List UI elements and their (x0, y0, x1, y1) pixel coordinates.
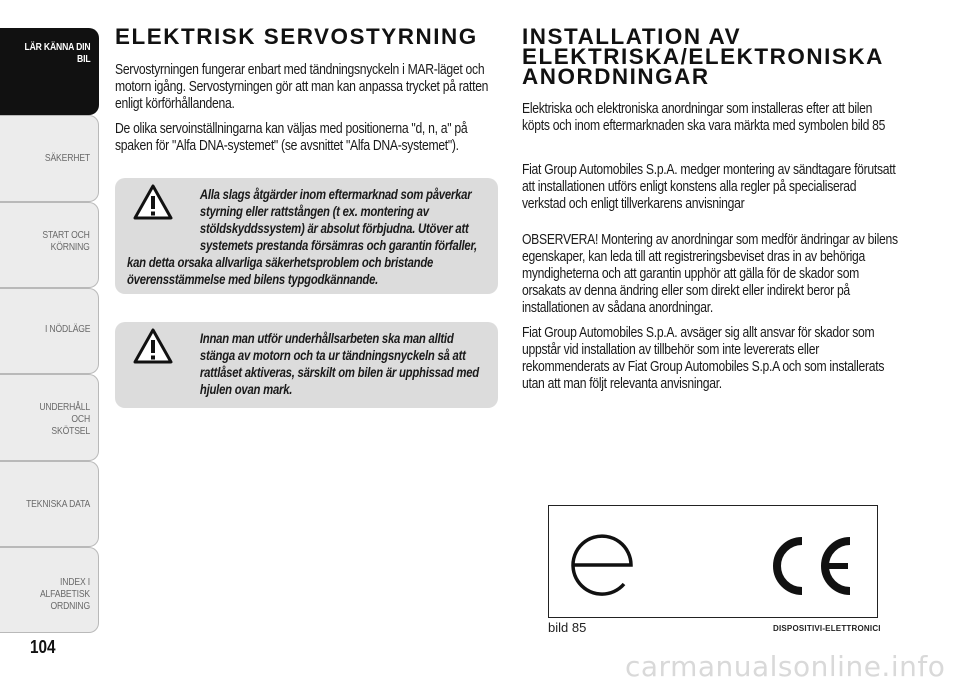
servostyrning-paragraph-1: Servostyrningen fungerar enbart med tändningsnyckeln i MAR-läget och motorn igång. Servostyrningen gör att man kan anpassa trycket på ratten enligt körförhållandena. (115, 62, 489, 112)
tab-i-nodlage[interactable] (0, 288, 99, 374)
tab-label: START OCH KÖRNING (42, 229, 90, 253)
warning-text-2 (127, 330, 485, 398)
section-heading-servostyrning: ELEKTRISK SERVOSTYRNING (115, 24, 478, 49)
warning-2-text: Innan man utför underhållsarbeten ska man alltid stänga av motorn och ta ur tändningsnyckeln så att rattlåset aktiveras, särskilt om bilen är upphissad med hjulen ovan mark. (199, 330, 479, 397)
servostyrning-paragraph-2: De olika servoinställningarna kan väljas med positionerna "d, n, a" på spaken för "Alfa DNA-systemet" (se avsnittet "Alfa DNA-systemet"). (115, 121, 468, 154)
e-mark-symbol-icon (569, 531, 635, 597)
tab-tekniska-data[interactable] (0, 461, 99, 547)
tab-start-och-korning[interactable] (0, 202, 99, 288)
tab-label: LÄR KÄNNA DIN BIL (24, 41, 90, 65)
warning-1-text: Alla slags åtgärder inom eftermarknad som påverkar styrning eller rattstången (t ex. montering av stöldskyddssystem) är absolut förbjudna. Utöver att systemets prestanda försämras och garantin förfaller, kan detta orsaka allvarliga säkerhetsproblem och bristande överensstämmelse med bilens typgodkännande. (127, 186, 477, 287)
section-heading-line-1: INSTALLATION AV (522, 24, 742, 49)
tab-lar-kanna-din-bil[interactable] (0, 28, 99, 115)
tab-sakerhet[interactable] (0, 115, 99, 202)
tab-label: UNDERHÅLL OCH SKÖTSEL (39, 401, 90, 437)
page-number: 104 (30, 637, 56, 657)
tab-label: TEKNISKA DATA (25, 498, 90, 510)
warning-box-2 (115, 322, 498, 408)
installation-paragraph-1: Elektriska och elektroniska anordningar som installeras efter att bilen köpts och inom eftermarknaden ska vara märkta med symbolen bild 85 (522, 101, 886, 134)
tab-index-i-alfabetisk-ordning[interactable] (0, 547, 99, 633)
installation-paragraph-4: Fiat Group Automobiles S.p.A. avsäger sig allt ansvar för skador som uppstår vid installation av tillbehör som inte levererats eller rekommenderats av Fiat Group Automobiles S.p.A och som installerats utan att man följt relevanta anvisningar. (522, 325, 885, 392)
warning-text-1 (127, 186, 485, 288)
figure-caption: bild 85 (548, 620, 587, 635)
section-heading-line-2: ELEKTRISKA/ELEKTRONISKA (522, 44, 884, 69)
tab-label: I NÖDLÄGE (44, 323, 90, 335)
figure-code: DISPOSITIVI-ELETTRONICI (773, 624, 881, 633)
installation-paragraph-3: OBSERVERA! Montering av anordningar som medför ändringar av bilens egenskaper, kan leda till att registreringsbeviset dras in av behöriga myndigheterna och att garantin upphör att gälla för de skador som orsakats av denna ändring eller som direkt eller indirekt beror på installationen av sådana anordningar. (522, 232, 898, 316)
tab-label: SÄKERHET (44, 152, 90, 164)
figure-85 (548, 505, 878, 618)
warning-box-1 (115, 178, 498, 294)
watermark: carmanualsonline.info (625, 650, 946, 683)
installation-paragraph-2: Fiat Group Automobiles S.p.A. medger montering av sändtagare förutsatt att installationen utförs enligt konstens alla regler på specialiserad verkstad och enligt tillverkarens anvisningar (522, 162, 896, 212)
tab-label: INDEX I ALFABETISK ORDNING (39, 576, 90, 612)
ce-mark-symbol-icon (762, 536, 854, 596)
tab-underhall-och-skotsel[interactable] (0, 374, 99, 461)
section-heading-line-3: ANORDNINGAR (522, 64, 710, 89)
